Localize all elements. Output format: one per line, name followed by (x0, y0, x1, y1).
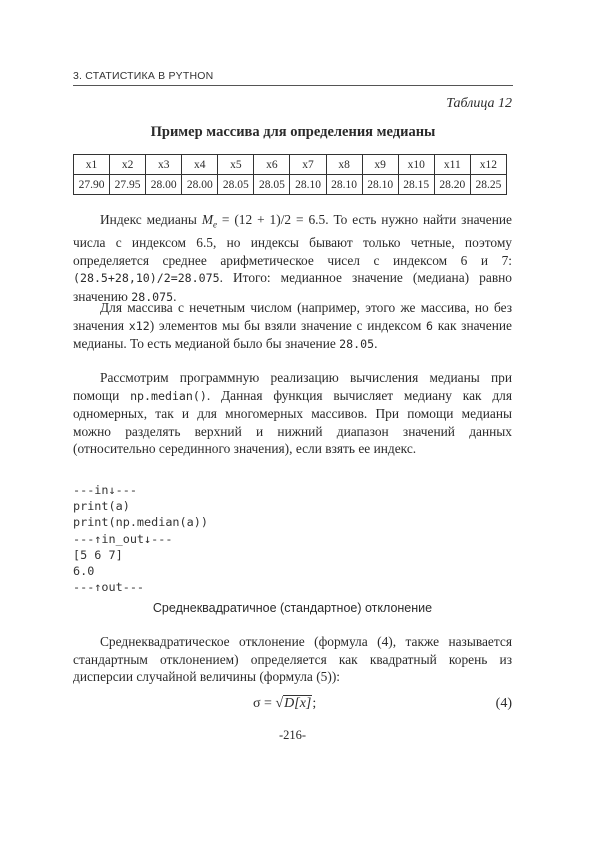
formula-radicand: D[x] (284, 696, 312, 711)
table-value-cell: 28.20 (434, 175, 470, 195)
inline-code: 28.05 (339, 337, 375, 352)
table-value-cell: 28.05 (254, 175, 290, 195)
table-header-cell: x2 (110, 155, 146, 175)
table-value-cell: 28.00 (182, 175, 218, 195)
table-value-cell: 28.10 (290, 175, 326, 195)
median-symbol: M (201, 212, 213, 227)
table-value-cell: 27.95 (110, 175, 146, 195)
formula-tail: ; (312, 696, 317, 711)
text-run: как значение медианы. То есть медианой было бы значение (73, 317, 512, 352)
table-value-cell: 28.10 (326, 175, 362, 195)
text-run: . Данная функция вычисляет медиану как для одномерных, так и для многомерных массивов. При помощи медианы можно разделять верхний и нижний диапазон значений данных (относительно серединного значения), если взять ее индекс. (73, 387, 512, 457)
code-line: 6.0 (73, 564, 95, 579)
table-value-cell: 28.10 (362, 175, 398, 195)
table-header-cell: x3 (146, 155, 182, 175)
median-example-table (73, 154, 507, 195)
table-title: Пример массива для определения медианы (150, 124, 436, 140)
inline-code: 6 (426, 318, 433, 333)
inline-code: 28.075 (131, 290, 174, 305)
code-line: ---in↓--- (73, 483, 137, 497)
code-listing (73, 482, 208, 595)
table-header-cell: x1 (74, 155, 110, 175)
formula-std (253, 696, 316, 712)
formula-number: (4) (495, 696, 512, 711)
table-header-row (74, 155, 507, 175)
code-line: print(a) (73, 499, 130, 514)
text-run: ) элементов мы бы взяли значение с индексом (149, 317, 427, 333)
formula-lhs: σ = (253, 696, 276, 711)
table-value-cell: 28.15 (398, 175, 434, 195)
table-value-cell: 28.00 (146, 175, 182, 195)
text-run: Для массива с нечетным числом (например, этого же массива, но без значения (73, 300, 512, 333)
section-title: Среднеквадратичное (стандартное) отклонение (152, 601, 433, 615)
table-header-cell: x10 (398, 155, 434, 175)
table-header-cell: x11 (434, 155, 470, 175)
inline-code: x12 (128, 318, 150, 333)
table-value-row (74, 175, 507, 195)
text-run: Рассмотрим программную реализацию вычисления медианы при помощи (73, 370, 512, 403)
median-subscript: e (213, 219, 217, 230)
paragraph-np-median (73, 369, 512, 458)
text-run: = (12 + 1)/2 = 6.5. То есть нужно найти значение числа с индексом 6.5, но индексы бывают только четные, поэтому определяется среднее арифметическое чисел с индексом 6 и 7: (73, 212, 512, 268)
code-line: ---↑out--- (73, 580, 145, 595)
page-number: -216- (278, 728, 307, 742)
table-header-cell: x5 (218, 155, 254, 175)
table-value-cell: 27.90 (74, 175, 110, 195)
table-number: Таблица 12 (446, 96, 512, 111)
table-header-cell: x9 (362, 155, 398, 175)
table-header-cell: x7 (290, 155, 326, 175)
paragraph-median-index (73, 211, 512, 307)
table-header-cell: x8 (326, 155, 362, 175)
text-run: Индекс медианы (100, 212, 202, 227)
inline-code: (28.5+28,10)/2=28.075 (73, 271, 220, 286)
running-header: 3. СТАТИСТИКА В PYTHON (73, 70, 513, 86)
paragraph-odd-array (73, 299, 512, 354)
sqrt-icon: √ (275, 696, 284, 711)
inline-code: np.median() (130, 388, 207, 403)
table-header-cell: x6 (254, 155, 290, 175)
table-header-cell: x12 (470, 155, 506, 175)
paragraph-std-deviation: Среднеквадратическое отклонение (формула (4), также называется стандартным отклонением) определяется как квадратный корень из дисперсии случайной величины (формула (5)): (73, 634, 512, 685)
text-run: . Итого: медианное значение (медиана) равно значению (73, 270, 512, 305)
table-value-cell: 28.05 (218, 175, 254, 195)
table-value-cell: 28.25 (470, 175, 506, 195)
text-run: . (173, 289, 177, 305)
table-header-cell: x4 (182, 155, 218, 175)
code-line: print(np.median(a)) (73, 515, 208, 530)
code-line: [5 6 7] (73, 547, 123, 562)
code-line: ---↑in_out↓--- (73, 531, 173, 546)
text-run: . (374, 336, 378, 352)
